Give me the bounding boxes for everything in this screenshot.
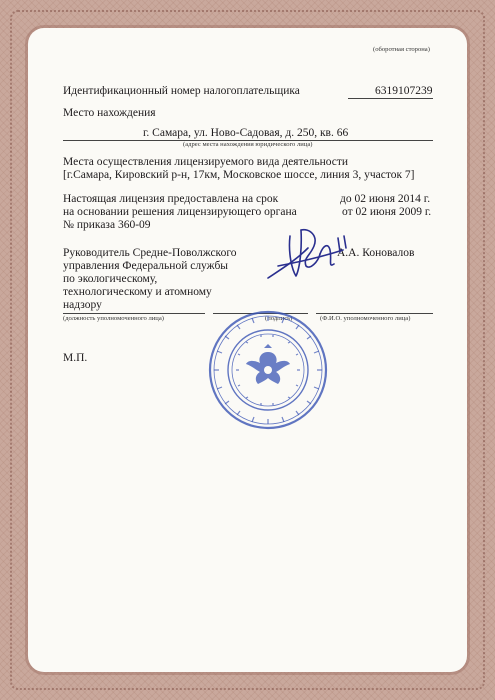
inn-label: Идентификационный номер налогоплательщика — [63, 85, 300, 97]
handwritten-signature-icon — [248, 218, 358, 288]
head-line-2: управления Федеральной службы — [63, 260, 229, 272]
head-line-1: Руководитель Средне-Поволжского — [63, 247, 237, 259]
head-name: А.А. Коновалов — [337, 247, 415, 259]
head-line-5: надзору — [63, 299, 102, 311]
caption-position: (должность уполномоченного лица) — [63, 315, 164, 322]
inn-underline — [348, 98, 433, 99]
head-line-3: по экологическому, — [63, 273, 158, 285]
term-date-from: от 02 июня 2009 г. — [342, 206, 432, 218]
seal-place: М.П. — [63, 352, 88, 364]
term-line-3: № приказа 360-09 — [63, 219, 151, 231]
term-date-until: до 02 июня 2014 г. — [340, 193, 431, 205]
name-underline — [316, 313, 433, 314]
term-line-2: на основании решения лицензирующего органа — [63, 206, 297, 218]
official-seal-icon — [206, 308, 330, 432]
location-caption: (адрес места нахождения юридического лица) — [183, 141, 313, 148]
caption-signature: (подпись) — [265, 315, 293, 322]
location-value: г. Самара, ул. Ново-Садовая, д. 250, кв. 66 — [143, 127, 349, 139]
term-line-1: Настоящая лицензия предоставлена на срок — [63, 193, 279, 205]
inn-value: 6319107239 — [375, 85, 433, 97]
activity-value: [г.Самара, Кировский р-н, 17км, Московское шоссе, линия 3, участок 7] — [63, 169, 415, 181]
caption-name: (Ф.И.О. уполномоченного лица) — [320, 315, 411, 322]
location-label: Место нахождения — [63, 107, 156, 119]
head-line-4: технологическому и атомному — [63, 286, 212, 298]
document-sheet — [28, 28, 467, 672]
reverse-side-note: (оборотная сторона) — [373, 46, 430, 53]
activity-label: Места осуществления лицензируемого вида деятельности — [63, 156, 349, 168]
position-underline — [63, 313, 205, 314]
